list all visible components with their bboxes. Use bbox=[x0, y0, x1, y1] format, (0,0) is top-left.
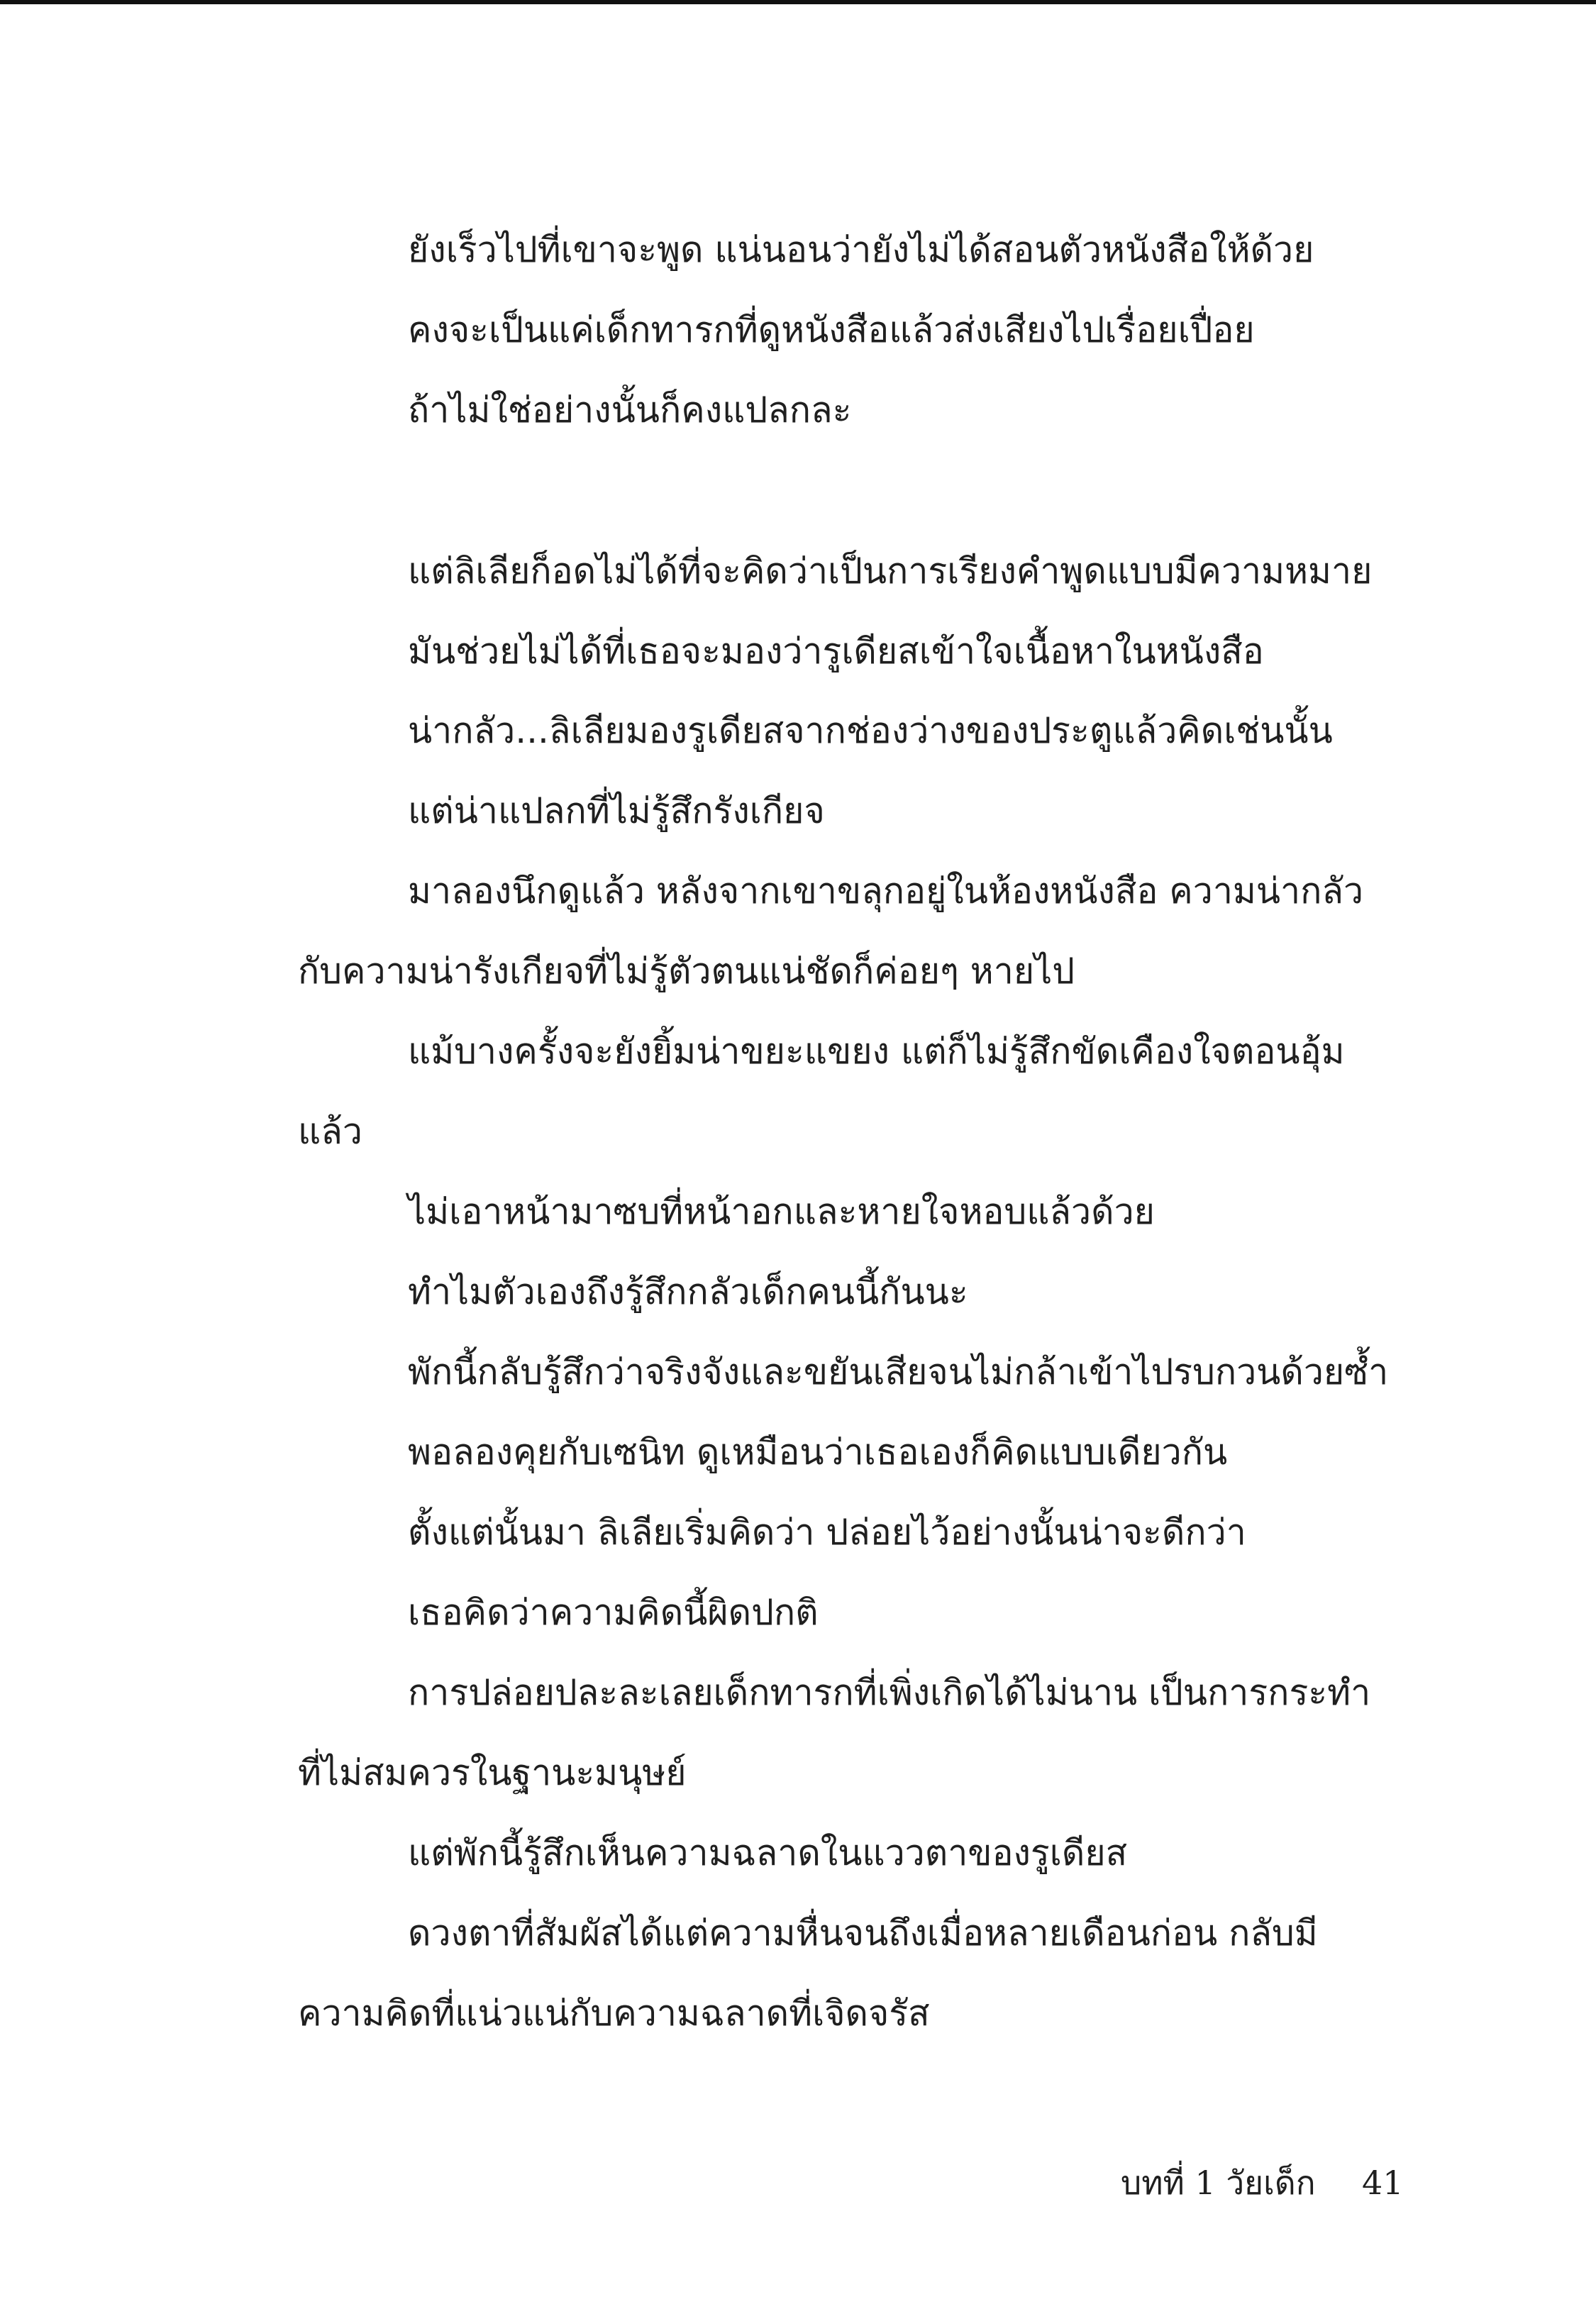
text-line: กับความน่ารังเกียจที่ไม่รู้ตัวตนแน่ชัดก็ค่อยๆ หายไป bbox=[298, 951, 1075, 992]
text-line: พักนี้กลับรู้สึกว่าจริงจังและขยันเสียจนไม่กล้าเข้าไปรบกวนด้วยซ้ำ bbox=[408, 1351, 1389, 1393]
text-line: มันช่วยไม่ได้ที่เธอจะมองว่ารูเดียสเข้าใจเนื้อหาในหนังสือ bbox=[408, 631, 1264, 672]
page-footer bbox=[1121, 2158, 1404, 2208]
text-line: ทำไมตัวเองถึงรู้สึกกลัวเด็กคนนี้กันนะ bbox=[408, 1271, 968, 1312]
text-line: ไม่เอาหน้ามาซบที่หน้าอกและหายใจหอบแล้วด้วย bbox=[408, 1191, 1155, 1232]
text-line: ตั้งแต่นั้นมา ลิเลียเริ่มคิดว่า ปล่อยไว้อย่างนั้นน่าจะดีกว่า bbox=[408, 1512, 1246, 1553]
text-line: แล้ว bbox=[298, 1111, 362, 1152]
text-line: น่ากลัว...ลิเลียมองรูเดียสจากช่องว่างของประตูแล้วคิดเช่นนั้น bbox=[408, 710, 1333, 751]
text-line: พอลองคุยกับเซนิท ดูเหมือนว่าเธอเองก็คิดแบบเดียวกัน bbox=[408, 1432, 1228, 1473]
text-line: เธอคิดว่าความคิดนี้ผิดปกติ bbox=[408, 1592, 819, 1633]
text-line: ยังเร็วไปที่เขาจะพูด แน่นอนว่ายังไม่ได้สอนตัวหนังสือให้ด้วย bbox=[408, 229, 1314, 270]
text-line: ความคิดที่แน่วแน่กับความฉลาดที่เจิดจรัส bbox=[298, 1993, 930, 2034]
text-line: ดวงตาที่สัมผัสได้แต่ความหื่นจนถึงเมื่อหลายเดือนก่อน กลับมี bbox=[408, 1912, 1318, 1954]
page-number: 41 bbox=[1362, 2164, 1404, 2202]
text-line: แม้บางครั้งจะยังยิ้มน่าขยะแขยง แต่ก็ไม่รู้สึกขัดเคืองใจตอนอุ้ม bbox=[408, 1031, 1345, 1072]
text-line: การปล่อยปละละเลยเด็กทารกที่เพิ่งเกิดได้ไม่นาน เป็นการกระทำ bbox=[408, 1672, 1371, 1713]
chapter-title: บทที่ 1 วัยเด็ก bbox=[1121, 2164, 1316, 2202]
text-line: คงจะเป็นแค่เด็กทารกที่ดูหนังสือแล้วส่งเสียงไปเรื่อยเปื่อย bbox=[408, 309, 1255, 350]
text-line: ที่ไม่สมควรในฐานะมนุษย์ bbox=[298, 1752, 687, 1793]
text-line: แต่พักนี้รู้สึกเห็นความฉลาดในแววตาของรูเดียส bbox=[408, 1832, 1128, 1873]
text-line: มาลองนึกดูแล้ว หลังจากเขาขลุกอยู่ในห้องหนังสือ ความน่ากลัว bbox=[408, 870, 1364, 912]
text-line: แต่น่าแปลกที่ไม่รู้สึกรังเกียจ bbox=[408, 790, 825, 831]
text-line: แต่ลิเลียก็อดไม่ได้ที่จะคิดว่าเป็นการเรียงคำพูดแบบมีความหมาย bbox=[408, 550, 1373, 592]
text-line: ถ้าไม่ใช่อย่างนั้นก็คงแปลกละ bbox=[408, 389, 852, 431]
